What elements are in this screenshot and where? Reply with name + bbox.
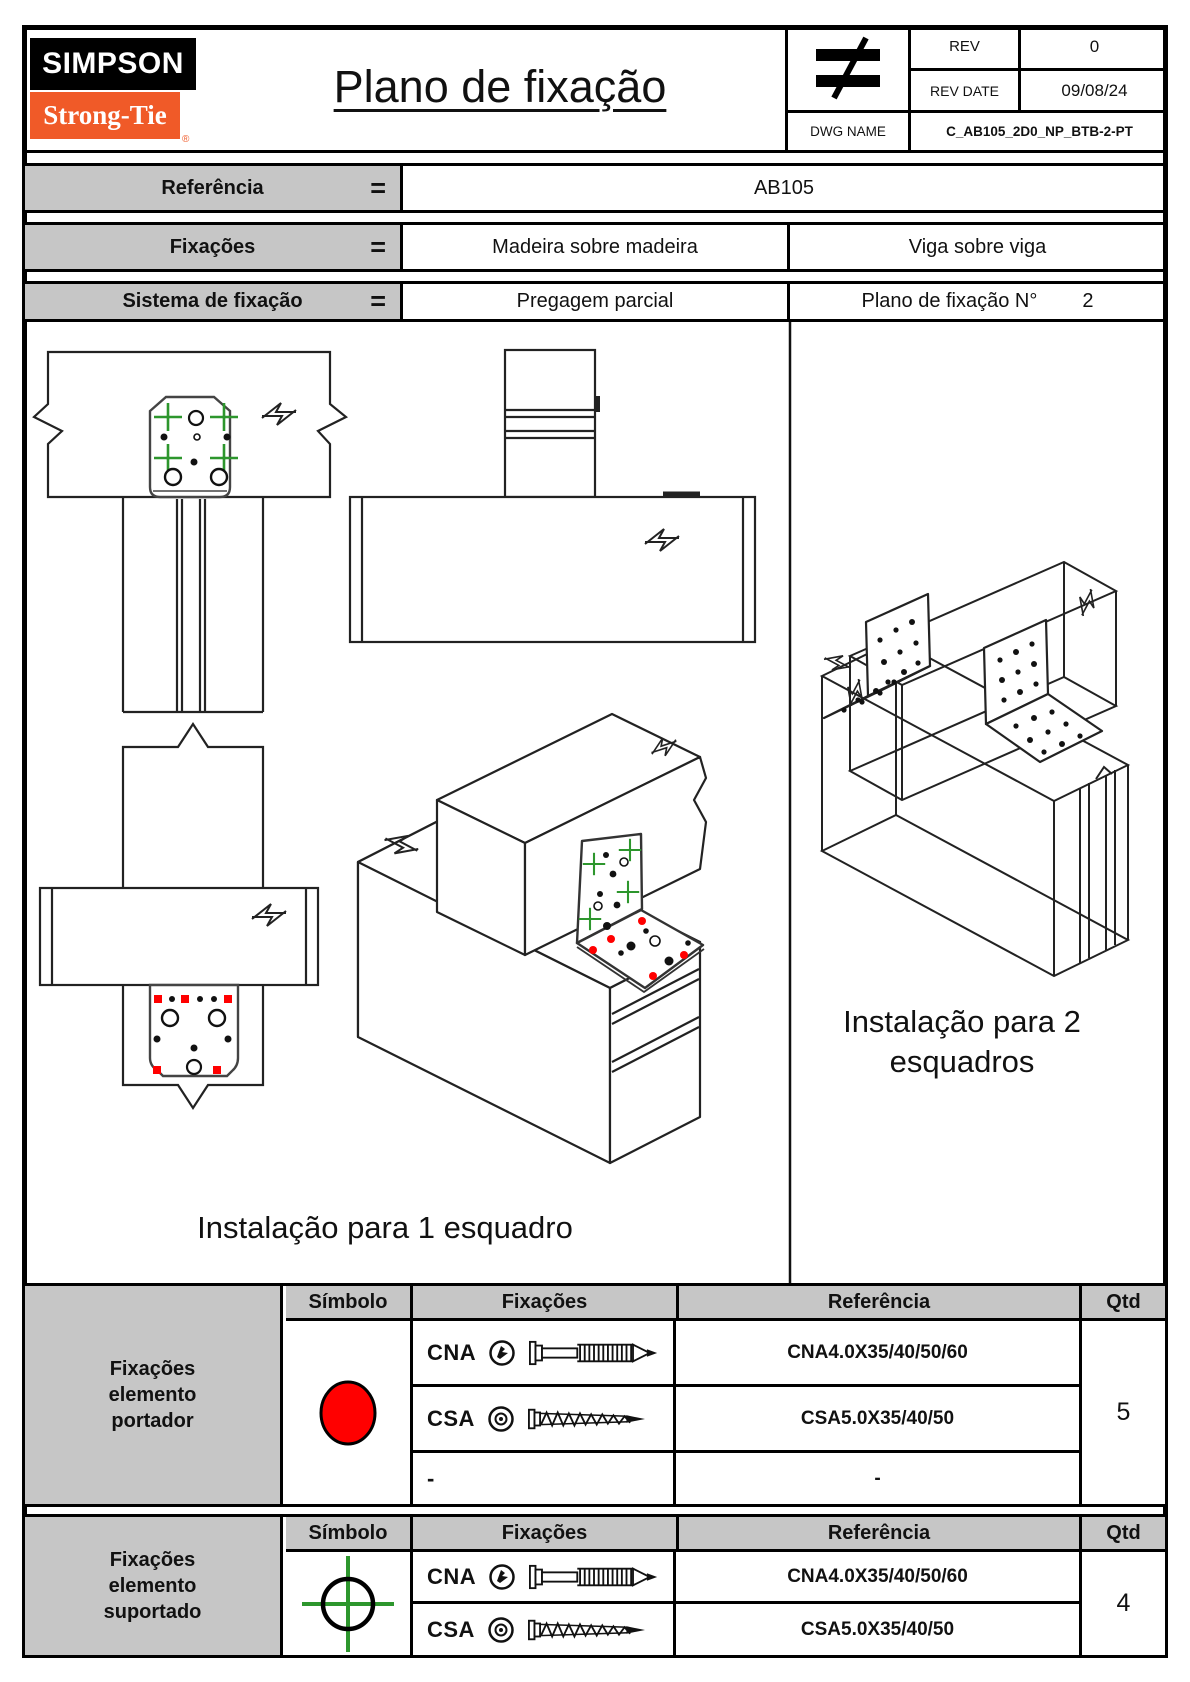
table-row — [413, 1453, 1079, 1504]
rev-date-label: REV DATE — [930, 82, 999, 99]
ref-value-ab105: AB105 — [753, 176, 815, 199]
red-circle-symbol — [308, 1373, 388, 1453]
cna-head-icon — [488, 1339, 516, 1367]
side-view-drawing — [350, 350, 755, 642]
carrier-table-label: Fixações elemento portador — [25, 1286, 283, 1504]
front-view-bracket-plate — [150, 397, 238, 497]
logo-reg-mark: ® — [182, 134, 190, 145]
equals-sign: = — [370, 286, 386, 316]
col-header-simbolo: Símbolo — [286, 1286, 413, 1321]
col-header-referencia: Referência — [679, 1517, 1079, 1552]
fastener-code: CNA — [427, 1339, 477, 1365]
cna-head-icon — [488, 1563, 516, 1591]
carrier-qty-cell: 5 — [1079, 1321, 1165, 1504]
fastener-ref: - — [874, 1467, 881, 1489]
equals-sign: = — [370, 231, 386, 262]
fastener-table-supported — [22, 1514, 1168, 1658]
ref-label-fixacoes: Fixações — [169, 235, 256, 258]
col-header-fixacoes: Fixações — [413, 1517, 679, 1552]
logo-strongtie-text: Strong-Tie — [43, 100, 167, 130]
fastener-code: - — [427, 1465, 435, 1491]
screw-icon — [527, 1617, 659, 1643]
logo — [30, 38, 196, 145]
logo-strongtie — [30, 92, 180, 139]
ref-value-plano-n: Plano de fixação N° 2 — [861, 290, 1094, 312]
col-header-simbolo: Símbolo — [286, 1517, 413, 1552]
green-crosshair-symbol — [298, 1554, 398, 1654]
rev-label: REV — [949, 38, 980, 55]
col-header-qtd: Qtd — [1079, 1286, 1165, 1321]
screw-icon — [527, 1406, 659, 1432]
fastener-code: CNA — [427, 1563, 477, 1589]
ref-value-pregagem: Pregagem parcial — [403, 284, 790, 319]
fastener-ref: CSA5.0X35/40/50 — [800, 1407, 955, 1429]
table-row — [413, 1604, 1079, 1655]
technical-drawings — [22, 322, 1168, 1283]
carrier-symbol-cell — [286, 1321, 413, 1504]
ref-row-sistema — [22, 281, 1168, 322]
caption-one-bracket: Instalação para 1 esquadro — [197, 1210, 573, 1245]
ref-row-fixacoes — [22, 222, 1168, 272]
dwg-name-value: C_AB105_2D0_NP_BTB-2-PT — [946, 124, 1133, 139]
fastener-table-carrier — [22, 1283, 1168, 1507]
nail-icon — [528, 1340, 660, 1366]
rev-value: 0 — [1089, 36, 1100, 56]
ref-row-referencia — [22, 163, 1168, 213]
first-angle-projection-icon — [804, 35, 892, 101]
supported-symbol-cell — [286, 1552, 413, 1655]
dwg-name-label: DWG NAME — [810, 124, 886, 139]
equals-sign: = — [370, 172, 386, 203]
logo-simpson-text: SIMPSON — [42, 47, 184, 80]
ref-label-sistema: Sistema de fixação — [122, 290, 303, 312]
ref-value-viga: Viga sobre viga — [908, 235, 1047, 258]
ref-label-referencia: Referência — [161, 176, 264, 199]
fastener-code: CSA — [427, 1405, 475, 1431]
csa-head-icon — [487, 1405, 515, 1433]
col-header-referencia: Referência — [679, 1286, 1079, 1321]
page-title: Plano de fixação — [333, 61, 667, 112]
logo-simpson — [30, 38, 196, 90]
cross-view-bracket-plate — [150, 985, 238, 1076]
projection-symbol-cell — [788, 25, 908, 110]
col-header-fixacoes: Fixações — [413, 1286, 679, 1321]
col-header-qtd: Qtd — [1079, 1517, 1165, 1552]
nail-icon — [528, 1564, 660, 1590]
table-row — [413, 1552, 1079, 1604]
supported-table-label: Fixações elemento suportado — [25, 1517, 283, 1655]
table-row — [413, 1387, 1079, 1453]
iso-bracket-right — [984, 620, 1102, 762]
fastener-ref: CNA4.0X35/40/50/60 — [787, 1565, 968, 1587]
plan-number: 2 — [1082, 290, 1094, 312]
fastener-ref: CNA4.0X35/40/50/60 — [787, 1341, 968, 1363]
supported-qty-cell: 4 — [1079, 1552, 1165, 1655]
rev-date-value: 09/08/24 — [1061, 80, 1128, 100]
fastener-ref: CSA5.0X35/40/50 — [800, 1618, 955, 1640]
csa-head-icon — [487, 1616, 515, 1644]
fastener-code: CSA — [427, 1616, 475, 1642]
caption-two-brackets: Instalação para 2 esquadros — [843, 1004, 1081, 1080]
table-row — [413, 1321, 1079, 1387]
ref-value-madeira: Madeira sobre madeira — [403, 225, 790, 269]
